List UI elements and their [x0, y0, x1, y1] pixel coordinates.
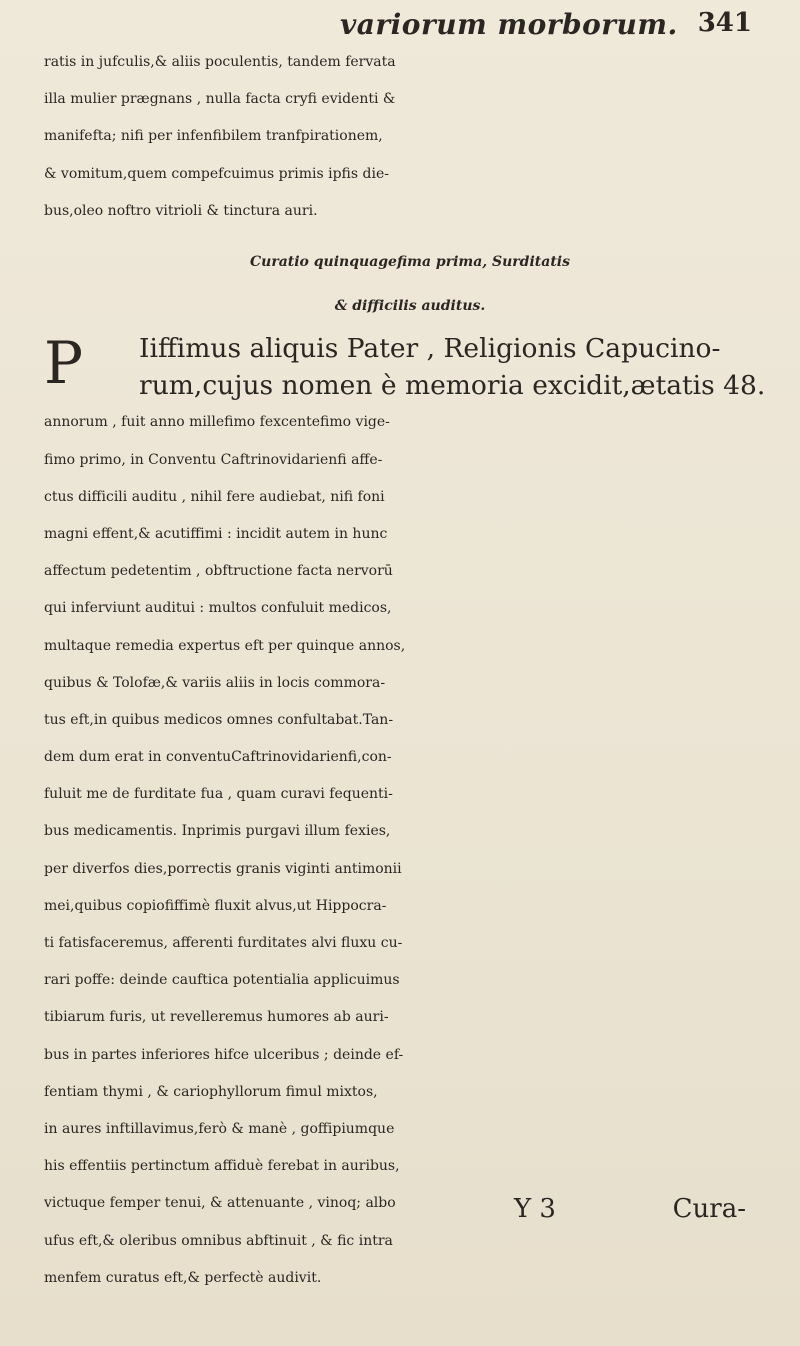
text-line: ti fatisfaceremus, afferenti furditates alvi fluxu cu-: [44, 935, 403, 951]
text-line: rum,cujus nomen è memoria excidit,ætatis 48.: [139, 370, 766, 402]
page-number: 341: [697, 8, 752, 38]
signature-mark: Y 3: [514, 1194, 556, 1224]
text-line: tibiarum furis, ut revelleremus humores ab auri-: [44, 1009, 389, 1026]
text-line: his effentiis pertinctum affiduè ferebat in auribus,: [44, 1158, 400, 1175]
paragraph-continuation: [44, 44, 784, 230]
paragraph-main: [44, 330, 784, 1297]
text-line: menfem curatus eft,& perfectè audivit.: [44, 1269, 322, 1286]
text-line: bus,oleo noftro vitrioli & tinctura auri.: [44, 202, 318, 219]
text-line: multaque remedia expertus eft per quinque annos,: [44, 637, 406, 654]
section-heading: [40, 240, 780, 328]
text-line: manifefta; nifi per infenfibilem tranfpirationem,: [44, 128, 383, 145]
text-line: dem dum erat in conventuCaftrinovidarienfi,con-: [44, 749, 392, 766]
text-line: ufus eft,& oleribus omnibus abftinuit , & fic intra: [44, 1232, 393, 1249]
text-line: per diverfos dies,porrectis granis viginti antimonii: [44, 860, 402, 877]
running-title: variorum morborum.: [340, 8, 678, 41]
text-line: rari poffe: deinde cauftica potentialia applicuimus: [44, 972, 400, 989]
text-line: fimo primo, in Conventu Caftrinovidarienfi affe-: [44, 451, 383, 468]
text-line: affectum pedetentim , obftructione facta nervorū: [44, 563, 393, 580]
page-header: [60, 8, 760, 48]
text-line: bus medicamentis. Inprimis purgavi illum fexies,: [44, 823, 391, 840]
catchword: Cura-: [672, 1194, 746, 1224]
page-footer: [44, 1194, 760, 1234]
text-line: ratis in jufculis,& aliis poculentis, tandem fervata: [44, 54, 396, 70]
text-line: fuluit me de furditate fua , quam curavi fequenti-: [44, 786, 393, 803]
heading-line: Curatio quinquagefima prima, Surditatis: [250, 254, 570, 270]
drop-cap: P: [44, 329, 84, 397]
text-line: qui inferviunt auditui : multos confuluit medicos,: [44, 600, 392, 617]
text-line: magni effent,& acutiffimi : incidit autem in hunc: [44, 525, 388, 542]
text-line: & vomitum,quem compefcuimus primis ipfis die-: [44, 165, 389, 182]
text-line: annorum , fuit anno millefimo fexcentefimo vige-: [44, 414, 390, 431]
text-line: illa mulier prægnans , nulla facta cryfi evidenti &: [44, 91, 396, 108]
text-line: ctus difficili auditu , nihil fere audiebat, nifi foni: [44, 488, 385, 505]
text-line: quibus & Tolofæ,& variis aliis in locis commora-: [44, 674, 386, 691]
heading-line: & difficilis auditus.: [334, 298, 486, 314]
text-line: in aures inftillavimus,ferò & manè , goffipiumque: [44, 1120, 395, 1137]
text-line: tus eft,in quibus medicos omnes confultabat.Tan-: [44, 711, 394, 728]
text-line: fentiam thymi , & cariophyllorum fimul mixtos,: [44, 1083, 378, 1100]
text-line: Iiffimus aliquis Pater , Religionis Capucino-: [139, 333, 721, 364]
text-line: mei,quibus copiofiffimè fluxit alvus,ut Hippocra-: [44, 897, 387, 914]
text-line: bus in partes inferiores hifce ulceribus ; deinde ef-: [44, 1046, 404, 1063]
text-line: victuque femper tenui, & attenuante , vinoq; albo: [44, 1195, 396, 1212]
